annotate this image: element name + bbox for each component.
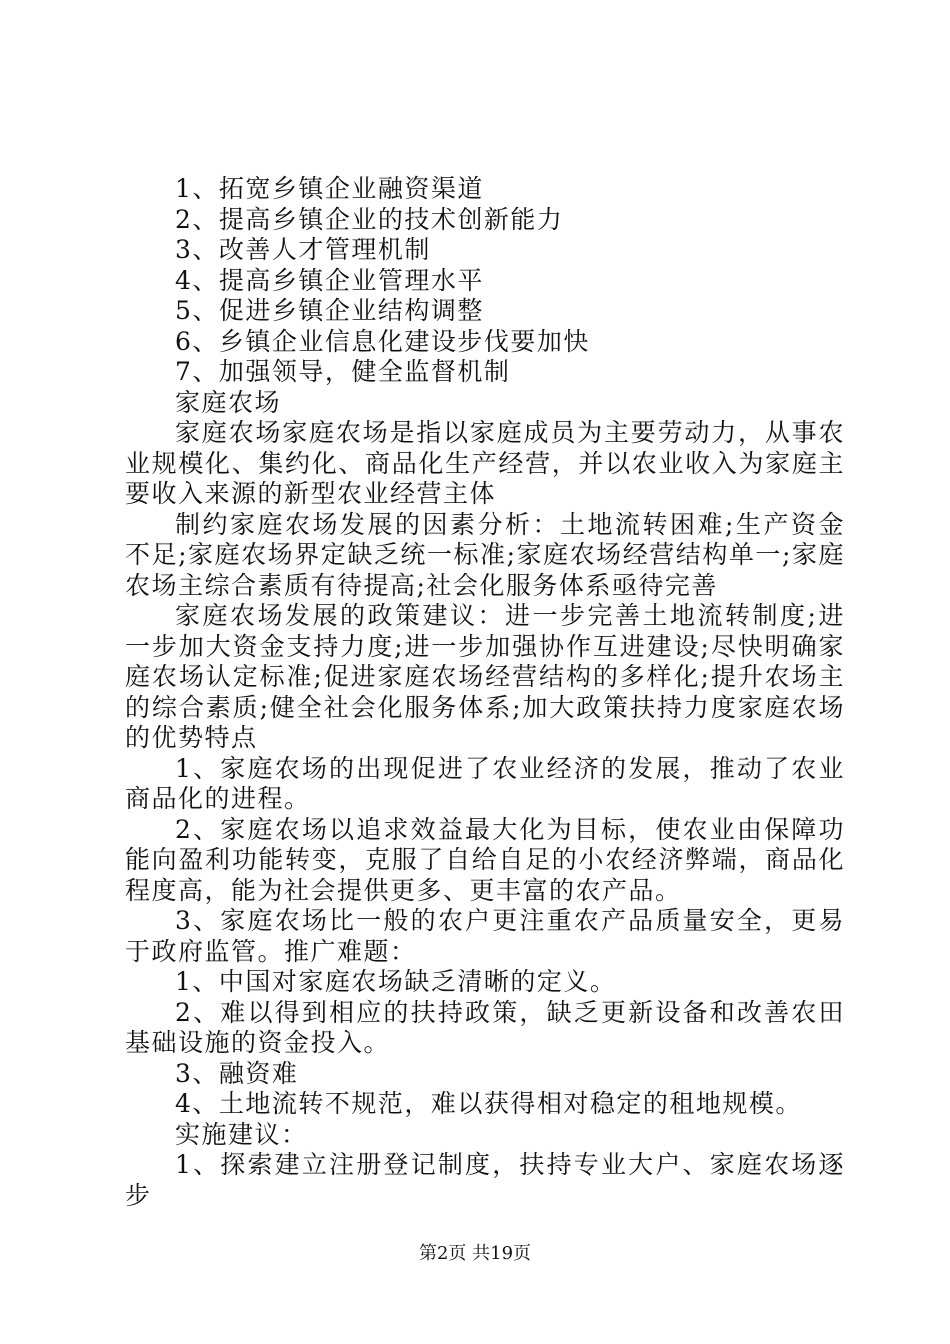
document-body (125, 174, 845, 1211)
section-heading-implementation: 实施建议： (175, 1119, 308, 1149)
paragraph-difficulty-4: 4、土地流转不规范，难以获得相对稳定的租地规模。 (175, 1089, 802, 1118)
page-footer: 第2页 共19页 (418, 1243, 532, 1264)
paragraph-implementation-1: 1、探索建立注册登记制度，扶持专业大户、家庭农场逐步 (125, 1150, 845, 1210)
paragraph-advantage-3: 3、家庭农场比一般的农户更注重农产品质量安全，更易于政府监管。推广难题： (125, 906, 845, 966)
list-item-informatization: 6、乡镇企业信息化建设步伐要加快 (175, 326, 590, 356)
list-item-structure-adjustment: 5、促进乡镇企业结构调整 (175, 296, 484, 325)
list-item-leadership-supervision: 7、加强领导，健全监督机制 (175, 357, 511, 386)
list-item-tech-innovation: 2、提高乡镇企业的技术创新能力 (175, 204, 564, 234)
section-heading-family-farm: 家庭农场 (175, 387, 282, 417)
paragraph-advantage-1: 1、家庭农场的出现促进了农业经济的发展，推动了农业商品化的进程。 (125, 753, 845, 813)
paragraph-policy-suggestions: 家庭农场发展的政策建议：进一步完善土地流转制度;进一步加大资金支持力度;进一步加强协作互进建设;尽快明确家庭农场认定标准;促进家庭农场经营结构的多样化;提升农场主的综合素质;健全社会化服务体系;加大政策扶持力度家庭农场的优势特点 (125, 601, 845, 752)
paragraph-family-farm-definition: 家庭农场家庭农场是指以家庭成员为主要劳动力，从事农业规模化、集约化、商品化生产经营，并以农业收入为家庭主要收入来源的新型农业经营主体 (125, 418, 845, 508)
list-item-talent-management: 3、改善人才管理机制 (175, 235, 431, 264)
list-item-management-level: 4、提高乡镇企业管理水平 (175, 265, 484, 295)
paragraph-difficulty-1: 1、中国对家庭农场缺乏清晰的定义。 (175, 967, 617, 996)
paragraph-advantage-2: 2、家庭农场以追求效益最大化为目标，使农业由保障功能向盈利功能转变，克服了自给自足的小农经济弊端，商品化程度高，能为社会提供更多、更丰富的农产品。 (125, 814, 845, 905)
paragraph-difficulty-3: 3、融资难 (175, 1058, 299, 1088)
paragraph-difficulty-2: 2、难以得到相应的扶持政策，缺乏更新设备和改善农田基础设施的资金投入。 (125, 997, 845, 1057)
paragraph-constraint-factors: 制约家庭农场发展的因素分析：土地流转困难;生产资金不足;家庭农场界定缺乏统一标准;家庭农场经营结构单一;家庭农场主综合素质有待提高;社会化服务体系亟待完善 (125, 509, 845, 600)
list-item-financing-channels: 1、拓宽乡镇企业融资渠道 (175, 174, 484, 203)
